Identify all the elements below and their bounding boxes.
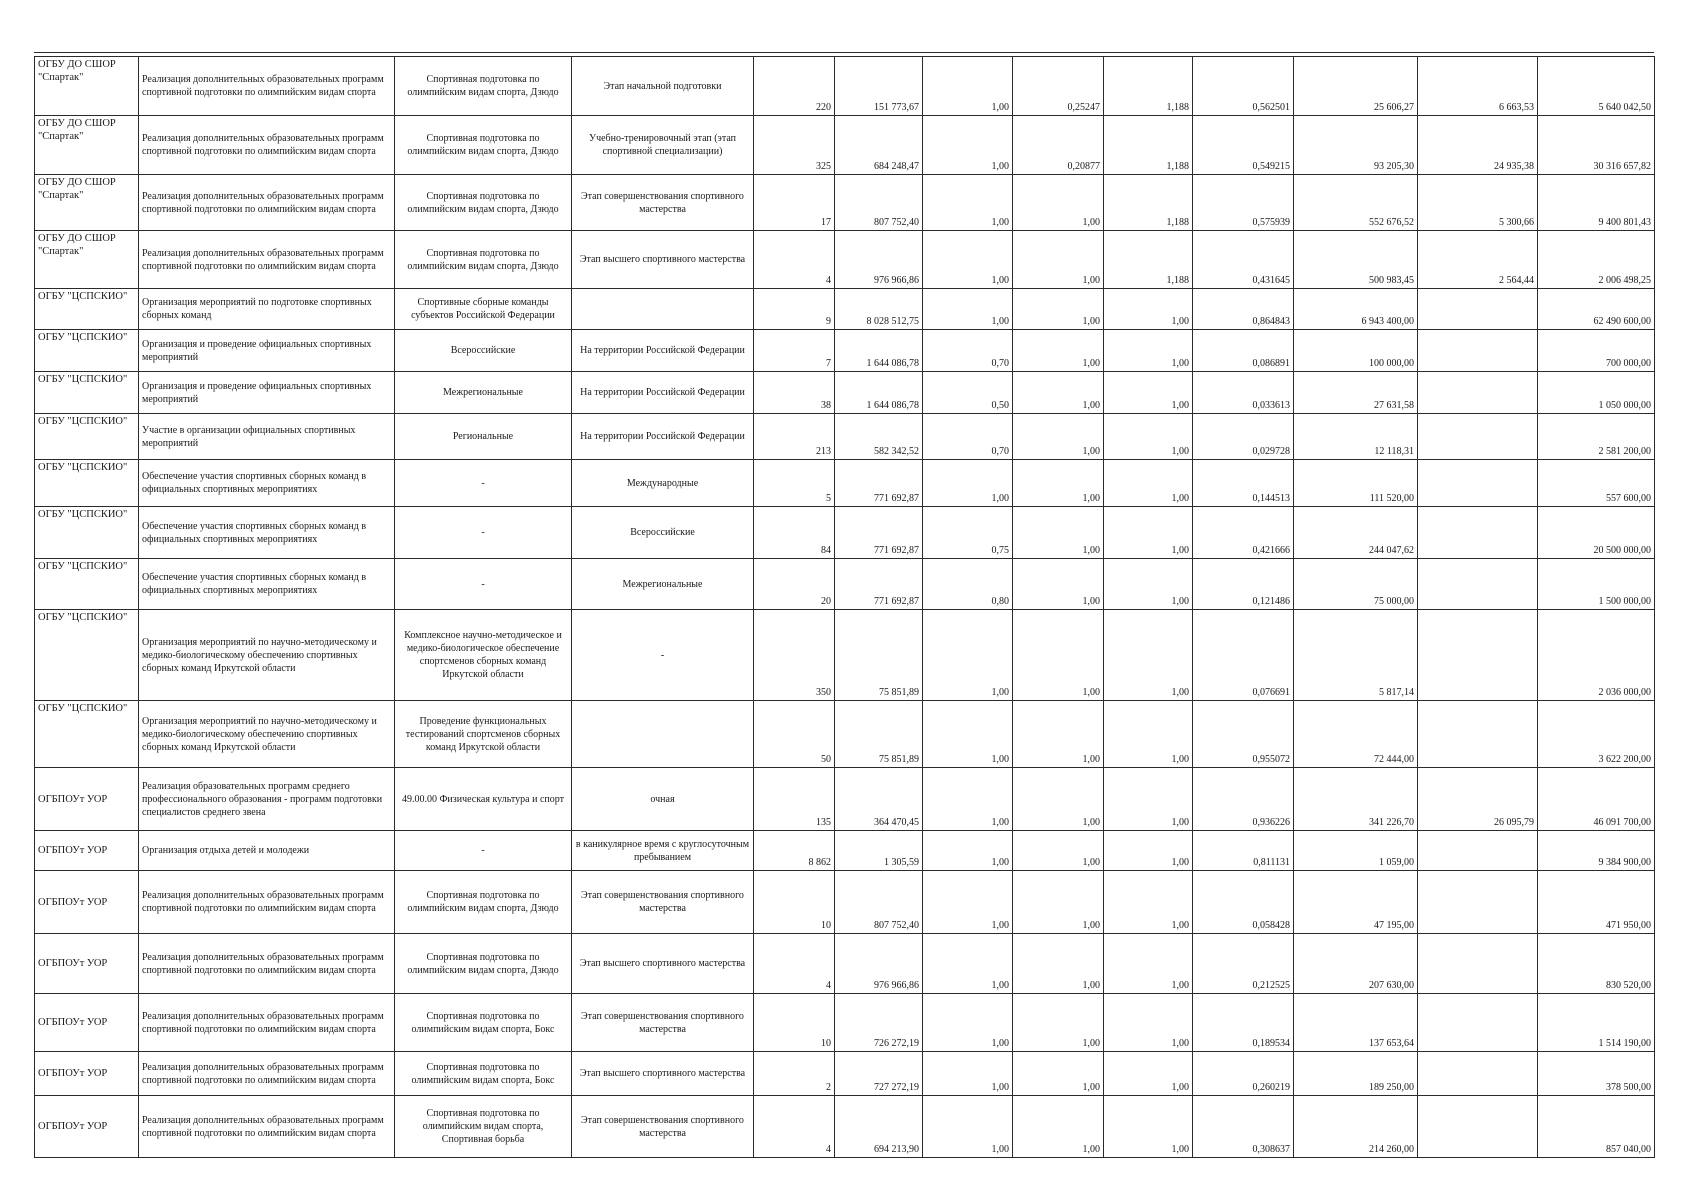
k4-cell: 0,144513 (1193, 460, 1294, 507)
total-cell: 857 040,00 (1538, 1096, 1655, 1158)
volume-cell: 4 (754, 231, 835, 289)
volume-cell: 20 (754, 559, 835, 610)
extra-cell: 2 564,44 (1418, 231, 1538, 289)
table-row (35, 57, 1655, 116)
table-body (35, 57, 1655, 1158)
k1-cell: 0,75 (923, 507, 1013, 559)
org-cell: ОГБПОУт УОР (35, 934, 139, 994)
extra-cell (1418, 701, 1538, 768)
k2-cell: 1,00 (1013, 994, 1104, 1052)
table-row (35, 507, 1655, 559)
k1-cell: 1,00 (923, 1096, 1013, 1158)
extra-cell (1418, 289, 1538, 330)
content-cell: Спортивная подготовка по олимпийским видам спорта, Бокс (395, 994, 572, 1052)
table-row (35, 116, 1655, 175)
content-cell: - (395, 507, 572, 559)
k3-cell: 1,188 (1104, 116, 1193, 175)
table-row (35, 559, 1655, 610)
service-cell: Реализация дополнительных образовательных программ спортивной подготовки по олимпийским видам спорта (139, 1052, 395, 1096)
k2-cell: 1,00 (1013, 831, 1104, 871)
k4-cell: 0,811131 (1193, 831, 1294, 871)
service-cell: Реализация дополнительных образовательных программ спортивной подготовки по олимпийским видам спорта (139, 994, 395, 1052)
extra-cell (1418, 559, 1538, 610)
total-cell: 1 500 000,00 (1538, 559, 1655, 610)
volume-cell: 325 (754, 116, 835, 175)
k3-cell: 1,00 (1104, 610, 1193, 701)
org-cell: ОГБУ "ЦСПСКИО" (35, 701, 139, 768)
k3-cell: 1,00 (1104, 934, 1193, 994)
k3-cell: 1,00 (1104, 871, 1193, 934)
stage-cell: Межрегиональные (572, 559, 754, 610)
total-cell: 1 050 000,00 (1538, 372, 1655, 414)
extra-cell (1418, 460, 1538, 507)
table-row (35, 701, 1655, 768)
extra-cell: 6 663,53 (1418, 57, 1538, 116)
total-cell: 30 316 657,82 (1538, 116, 1655, 175)
norm-cell: 807 752,40 (835, 871, 923, 934)
extra-cell: 26 095,79 (1418, 768, 1538, 831)
k1-cell: 1,00 (923, 701, 1013, 768)
table-row (35, 934, 1655, 994)
norm-cell: 976 966,86 (835, 231, 923, 289)
k1-cell: 1,00 (923, 175, 1013, 231)
stage-cell: Этап высшего спортивного мастерства (572, 231, 754, 289)
cost-cell: 500 983,45 (1294, 231, 1418, 289)
content-cell: Региональные (395, 414, 572, 460)
k4-cell: 0,864843 (1193, 289, 1294, 330)
service-cell: Реализация дополнительных образовательных программ спортивной подготовки по олимпийским видам спорта (139, 231, 395, 289)
content-cell: Спортивная подготовка по олимпийским видам спорта, Дзюдо (395, 231, 572, 289)
extra-cell (1418, 610, 1538, 701)
cost-cell: 5 817,14 (1294, 610, 1418, 701)
extra-cell (1418, 1096, 1538, 1158)
service-cell: Реализация образовательных программ среднего профессионального образования - программ подготовки специалистов среднего звена (139, 768, 395, 831)
total-cell: 62 490 600,00 (1538, 289, 1655, 330)
cost-cell: 72 444,00 (1294, 701, 1418, 768)
content-cell: Проведение функциональных тестирований спортсменов сборных команд Иркутской области (395, 701, 572, 768)
k4-cell: 0,431645 (1193, 231, 1294, 289)
service-cell: Организация и проведение официальных спортивных мероприятий (139, 330, 395, 372)
cost-cell: 207 630,00 (1294, 934, 1418, 994)
k1-cell: 0,50 (923, 372, 1013, 414)
k1-cell: 1,00 (923, 831, 1013, 871)
k2-cell: 1,00 (1013, 289, 1104, 330)
content-cell: Спортивная подготовка по олимпийским видам спорта, Дзюдо (395, 116, 572, 175)
norm-cell: 75 851,89 (835, 610, 923, 701)
table-row (35, 231, 1655, 289)
org-cell: ОГБУ "ЦСПСКИО" (35, 372, 139, 414)
k3-cell: 1,00 (1104, 1096, 1193, 1158)
org-cell: ОГБУ ДО СШОР "Спартак" (35, 231, 139, 289)
k4-cell: 0,936226 (1193, 768, 1294, 831)
cost-cell: 341 226,70 (1294, 768, 1418, 831)
stage-cell: в каникулярное время с круглосуточным пребыванием (572, 831, 754, 871)
volume-cell: 38 (754, 372, 835, 414)
k1-cell: 1,00 (923, 871, 1013, 934)
stage-cell: - (572, 610, 754, 701)
k3-cell: 1,188 (1104, 57, 1193, 116)
k1-cell: 0,70 (923, 330, 1013, 372)
volume-cell: 10 (754, 994, 835, 1052)
k1-cell: 1,00 (923, 116, 1013, 175)
k2-cell: 1,00 (1013, 507, 1104, 559)
k2-cell: 1,00 (1013, 175, 1104, 231)
k2-cell: 1,00 (1013, 934, 1104, 994)
volume-cell: 9 (754, 289, 835, 330)
norm-cell: 771 692,87 (835, 559, 923, 610)
k2-cell: 1,00 (1013, 768, 1104, 831)
extra-cell: 5 300,66 (1418, 175, 1538, 231)
k4-cell: 0,189534 (1193, 994, 1294, 1052)
k2-cell: 1,00 (1013, 559, 1104, 610)
norm-cell: 75 851,89 (835, 701, 923, 768)
volume-cell: 4 (754, 934, 835, 994)
cost-cell: 6 943 400,00 (1294, 289, 1418, 330)
norm-cell: 771 692,87 (835, 460, 923, 507)
norm-cell: 684 248,47 (835, 116, 923, 175)
total-cell: 9 384 900,00 (1538, 831, 1655, 871)
k2-cell: 1,00 (1013, 231, 1104, 289)
table-row (35, 871, 1655, 934)
table-row (35, 768, 1655, 831)
k1-cell: 1,00 (923, 934, 1013, 994)
cost-table (34, 56, 1655, 1158)
stage-cell: Международные (572, 460, 754, 507)
k3-cell: 1,00 (1104, 414, 1193, 460)
table-row (35, 372, 1655, 414)
service-cell: Организация мероприятий по подготовке спортивных сборных команд (139, 289, 395, 330)
volume-cell: 4 (754, 1096, 835, 1158)
stage-cell: На территории Российской Федерации (572, 414, 754, 460)
volume-cell: 17 (754, 175, 835, 231)
org-cell: ОГБУ "ЦСПСКИО" (35, 460, 139, 507)
service-cell: Реализация дополнительных образовательных программ спортивной подготовки по олимпийским видам спорта (139, 57, 395, 116)
k4-cell: 0,421666 (1193, 507, 1294, 559)
k2-cell: 1,00 (1013, 330, 1104, 372)
service-cell: Организация отдыха детей и молодежи (139, 831, 395, 871)
k4-cell: 0,562501 (1193, 57, 1294, 116)
k1-cell: 1,00 (923, 994, 1013, 1052)
extra-cell (1418, 994, 1538, 1052)
table-row (35, 289, 1655, 330)
k1-cell: 1,00 (923, 57, 1013, 116)
k3-cell: 1,00 (1104, 507, 1193, 559)
volume-cell: 50 (754, 701, 835, 768)
table-row (35, 994, 1655, 1052)
cost-cell: 214 260,00 (1294, 1096, 1418, 1158)
cost-cell: 47 195,00 (1294, 871, 1418, 934)
norm-cell: 807 752,40 (835, 175, 923, 231)
norm-cell: 151 773,67 (835, 57, 923, 116)
stage-cell: Этап совершенствования спортивного мастерства (572, 1096, 754, 1158)
k3-cell: 1,00 (1104, 701, 1193, 768)
extra-cell (1418, 330, 1538, 372)
k2-cell: 1,00 (1013, 372, 1104, 414)
content-cell: Межрегиональные (395, 372, 572, 414)
document-sheet (34, 56, 1654, 1158)
total-cell: 557 600,00 (1538, 460, 1655, 507)
service-cell: Организация мероприятий по научно-методическому и медико-биологическому обеспечению спортивных сборных команд Иркутской области (139, 610, 395, 701)
k4-cell: 0,212525 (1193, 934, 1294, 994)
volume-cell: 7 (754, 330, 835, 372)
content-cell: Спортивная подготовка по олимпийским видам спорта, Дзюдо (395, 57, 572, 116)
total-cell: 5 640 042,50 (1538, 57, 1655, 116)
stage-cell: Этап высшего спортивного мастерства (572, 1052, 754, 1096)
table-row (35, 1096, 1655, 1158)
stage-cell: Учебно-тренировочный этап (этап спортивной специализации) (572, 116, 754, 175)
norm-cell: 771 692,87 (835, 507, 923, 559)
cost-cell: 25 606,27 (1294, 57, 1418, 116)
stage-cell: На территории Российской Федерации (572, 372, 754, 414)
volume-cell: 220 (754, 57, 835, 116)
org-cell: ОГБУ ДО СШОР "Спартак" (35, 57, 139, 116)
top-rule (34, 52, 1654, 53)
k1-cell: 1,00 (923, 231, 1013, 289)
content-cell: Спортивная подготовка по олимпийским видам спорта, Спортивная борьба (395, 1096, 572, 1158)
k4-cell: 0,121486 (1193, 559, 1294, 610)
extra-cell (1418, 414, 1538, 460)
org-cell: ОГБУ ДО СШОР "Спартак" (35, 116, 139, 175)
k3-cell: 1,188 (1104, 231, 1193, 289)
stage-cell (572, 701, 754, 768)
k2-cell: 1,00 (1013, 460, 1104, 507)
table-row (35, 175, 1655, 231)
extra-cell (1418, 1052, 1538, 1096)
norm-cell: 582 342,52 (835, 414, 923, 460)
org-cell: ОГБПОУт УОР (35, 1052, 139, 1096)
org-cell: ОГБПОУт УОР (35, 871, 139, 934)
k3-cell: 1,00 (1104, 330, 1193, 372)
stage-cell: Этап высшего спортивного мастерства (572, 934, 754, 994)
k4-cell: 0,308637 (1193, 1096, 1294, 1158)
total-cell: 1 514 190,00 (1538, 994, 1655, 1052)
extra-cell (1418, 871, 1538, 934)
total-cell: 700 000,00 (1538, 330, 1655, 372)
total-cell: 46 091 700,00 (1538, 768, 1655, 831)
k4-cell: 0,575939 (1193, 175, 1294, 231)
k1-cell: 0,70 (923, 414, 1013, 460)
service-cell: Реализация дополнительных образовательных программ спортивной подготовки по олимпийским видам спорта (139, 871, 395, 934)
org-cell: ОГБУ "ЦСПСКИО" (35, 330, 139, 372)
k4-cell: 0,549215 (1193, 116, 1294, 175)
content-cell: Спортивные сборные команды субъектов Российской Федерации (395, 289, 572, 330)
stage-cell: На территории Российской Федерации (572, 330, 754, 372)
k2-cell: 0,25247 (1013, 57, 1104, 116)
volume-cell: 213 (754, 414, 835, 460)
norm-cell: 727 272,19 (835, 1052, 923, 1096)
stage-cell: Этап совершенствования спортивного мастерства (572, 994, 754, 1052)
cost-cell: 12 118,31 (1294, 414, 1418, 460)
service-cell: Реализация дополнительных образовательных программ спортивной подготовки по олимпийским видам спорта (139, 934, 395, 994)
k1-cell: 1,00 (923, 1052, 1013, 1096)
cost-cell: 111 520,00 (1294, 460, 1418, 507)
service-cell: Реализация дополнительных образовательных программ спортивной подготовки по олимпийским видам спорта (139, 175, 395, 231)
volume-cell: 84 (754, 507, 835, 559)
cost-cell: 137 653,64 (1294, 994, 1418, 1052)
cost-cell: 1 059,00 (1294, 831, 1418, 871)
k4-cell: 0,086891 (1193, 330, 1294, 372)
content-cell: Спортивная подготовка по олимпийским видам спорта, Бокс (395, 1052, 572, 1096)
norm-cell: 1 305,59 (835, 831, 923, 871)
table-row (35, 610, 1655, 701)
service-cell: Организация мероприятий по научно-методическому и медико-биологическому обеспечению спортивных сборных команд Иркутской области (139, 701, 395, 768)
k2-cell: 1,00 (1013, 1052, 1104, 1096)
k2-cell: 1,00 (1013, 610, 1104, 701)
content-cell: Спортивная подготовка по олимпийским видам спорта, Дзюдо (395, 934, 572, 994)
table-row (35, 414, 1655, 460)
k3-cell: 1,00 (1104, 994, 1193, 1052)
org-cell: ОГБУ ДО СШОР "Спартак" (35, 175, 139, 231)
service-cell: Обеспечение участия спортивных сборных команд в официальных спортивных мероприятиях (139, 559, 395, 610)
service-cell: Обеспечение участия спортивных сборных команд в официальных спортивных мероприятиях (139, 507, 395, 559)
k4-cell: 0,260219 (1193, 1052, 1294, 1096)
cost-cell: 100 000,00 (1294, 330, 1418, 372)
total-cell: 830 520,00 (1538, 934, 1655, 994)
k4-cell: 0,955072 (1193, 701, 1294, 768)
service-cell: Реализация дополнительных образовательных программ спортивной подготовки по олимпийским видам спорта (139, 116, 395, 175)
norm-cell: 694 213,90 (835, 1096, 923, 1158)
volume-cell: 8 862 (754, 831, 835, 871)
volume-cell: 10 (754, 871, 835, 934)
k2-cell: 1,00 (1013, 871, 1104, 934)
table-row (35, 460, 1655, 507)
org-cell: ОГБПОУт УОР (35, 768, 139, 831)
content-cell: - (395, 460, 572, 507)
total-cell: 20 500 000,00 (1538, 507, 1655, 559)
k4-cell: 0,029728 (1193, 414, 1294, 460)
content-cell: 49.00.00 Физическая культура и спорт (395, 768, 572, 831)
cost-cell: 244 047,62 (1294, 507, 1418, 559)
cost-cell: 93 205,30 (1294, 116, 1418, 175)
norm-cell: 726 272,19 (835, 994, 923, 1052)
content-cell: Спортивная подготовка по олимпийским видам спорта, Дзюдо (395, 175, 572, 231)
org-cell: ОГБУ "ЦСПСКИО" (35, 507, 139, 559)
service-cell: Участие в организации официальных спортивных мероприятий (139, 414, 395, 460)
total-cell: 2 006 498,25 (1538, 231, 1655, 289)
org-cell: ОГБУ "ЦСПСКИО" (35, 289, 139, 330)
total-cell: 3 622 200,00 (1538, 701, 1655, 768)
org-cell: ОГБУ "ЦСПСКИО" (35, 559, 139, 610)
stage-cell: Этап начальной подготовки (572, 57, 754, 116)
k4-cell: 0,033613 (1193, 372, 1294, 414)
extra-cell: 24 935,38 (1418, 116, 1538, 175)
total-cell: 2 036 000,00 (1538, 610, 1655, 701)
volume-cell: 2 (754, 1052, 835, 1096)
table-row (35, 330, 1655, 372)
extra-cell (1418, 372, 1538, 414)
k2-cell: 0,20877 (1013, 116, 1104, 175)
total-cell: 2 581 200,00 (1538, 414, 1655, 460)
table-row (35, 831, 1655, 871)
stage-cell: Этап совершенствования спортивного мастерства (572, 175, 754, 231)
total-cell: 378 500,00 (1538, 1052, 1655, 1096)
k3-cell: 1,00 (1104, 559, 1193, 610)
k3-cell: 1,00 (1104, 372, 1193, 414)
service-cell: Реализация дополнительных образовательных программ спортивной подготовки по олимпийским видам спорта (139, 1096, 395, 1158)
k2-cell: 1,00 (1013, 414, 1104, 460)
volume-cell: 5 (754, 460, 835, 507)
norm-cell: 364 470,45 (835, 768, 923, 831)
stage-cell: Всероссийские (572, 507, 754, 559)
stage-cell: Этап совершенствования спортивного мастерства (572, 871, 754, 934)
content-cell: - (395, 831, 572, 871)
k3-cell: 1,188 (1104, 175, 1193, 231)
k3-cell: 1,00 (1104, 460, 1193, 507)
content-cell: Комплексное научно-методическое и медико-биологическое обеспечение спортсменов сборных команд Иркутской области (395, 610, 572, 701)
total-cell: 9 400 801,43 (1538, 175, 1655, 231)
cost-cell: 75 000,00 (1294, 559, 1418, 610)
norm-cell: 1 644 086,78 (835, 372, 923, 414)
k2-cell: 1,00 (1013, 701, 1104, 768)
org-cell: ОГБУ "ЦСПСКИО" (35, 610, 139, 701)
stage-cell (572, 289, 754, 330)
cost-cell: 189 250,00 (1294, 1052, 1418, 1096)
norm-cell: 976 966,86 (835, 934, 923, 994)
norm-cell: 8 028 512,75 (835, 289, 923, 330)
content-cell: Всероссийские (395, 330, 572, 372)
extra-cell (1418, 831, 1538, 871)
org-cell: ОГБПОУт УОР (35, 831, 139, 871)
cost-cell: 27 631,58 (1294, 372, 1418, 414)
k3-cell: 1,00 (1104, 831, 1193, 871)
k4-cell: 0,058428 (1193, 871, 1294, 934)
service-cell: Обеспечение участия спортивных сборных команд в официальных спортивных мероприятиях (139, 460, 395, 507)
k1-cell: 0,80 (923, 559, 1013, 610)
k1-cell: 1,00 (923, 460, 1013, 507)
org-cell: ОГБПОУт УОР (35, 994, 139, 1052)
k3-cell: 1,00 (1104, 768, 1193, 831)
extra-cell (1418, 934, 1538, 994)
stage-cell: очная (572, 768, 754, 831)
k3-cell: 1,00 (1104, 289, 1193, 330)
volume-cell: 350 (754, 610, 835, 701)
service-cell: Организация и проведение официальных спортивных мероприятий (139, 372, 395, 414)
k3-cell: 1,00 (1104, 1052, 1193, 1096)
k1-cell: 1,00 (923, 768, 1013, 831)
content-cell: - (395, 559, 572, 610)
k2-cell: 1,00 (1013, 1096, 1104, 1158)
extra-cell (1418, 507, 1538, 559)
k4-cell: 0,076691 (1193, 610, 1294, 701)
norm-cell: 1 644 086,78 (835, 330, 923, 372)
volume-cell: 135 (754, 768, 835, 831)
total-cell: 471 950,00 (1538, 871, 1655, 934)
k1-cell: 1,00 (923, 289, 1013, 330)
cost-cell: 552 676,52 (1294, 175, 1418, 231)
org-cell: ОГБПОУт УОР (35, 1096, 139, 1158)
k1-cell: 1,00 (923, 610, 1013, 701)
org-cell: ОГБУ "ЦСПСКИО" (35, 414, 139, 460)
table-row (35, 1052, 1655, 1096)
content-cell: Спортивная подготовка по олимпийским видам спорта, Дзюдо (395, 871, 572, 934)
